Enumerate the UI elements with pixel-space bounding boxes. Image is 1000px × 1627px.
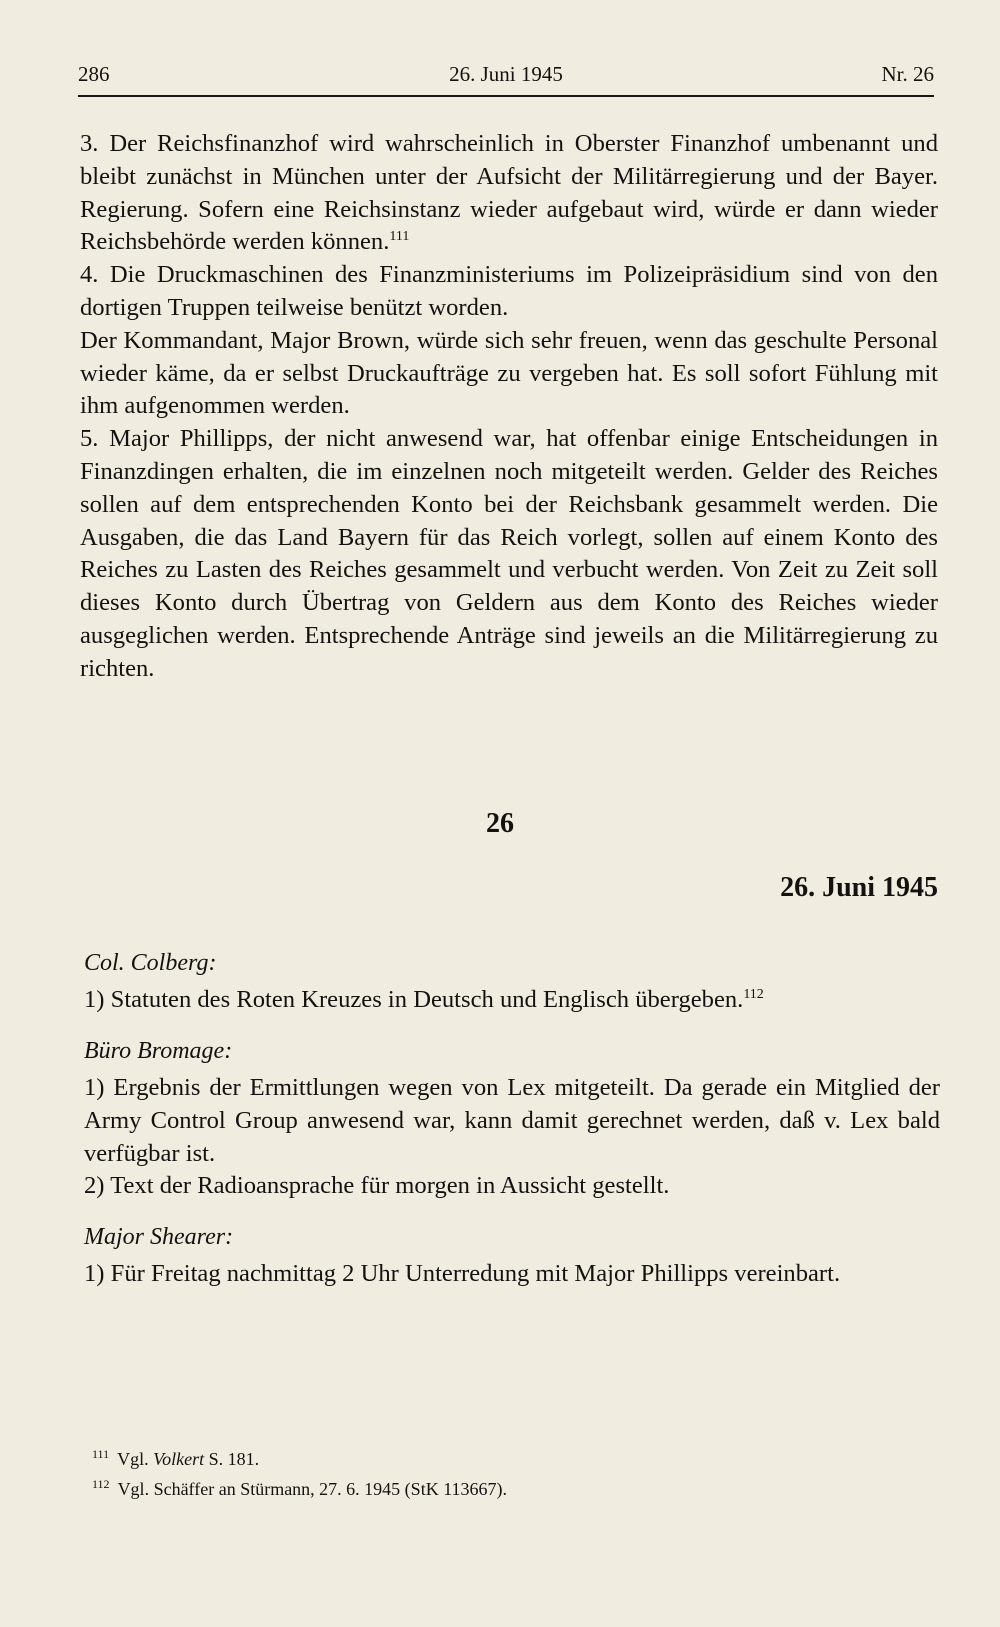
footnote-text: Vgl.	[117, 1449, 154, 1469]
speaker-bromage: Büro Bromage:	[84, 1038, 233, 1064]
header-rule	[78, 95, 934, 97]
footnote-italic: Volkert	[153, 1449, 205, 1469]
colberg-item-1-text: 1) Statuten des Roten Kreuzes in Deutsch und Englisch übergeben.	[84, 986, 744, 1013]
paragraph-3	[80, 128, 938, 259]
footnote-text: Vgl. Schäffer an Stürmann, 27. 6. 1945 (StK 113667).	[117, 1479, 508, 1499]
speaker-shearer: Major Shearer:	[84, 1224, 234, 1250]
paragraph-4b: Der Kommandant, Major Brown, würde sich sehr freuen, wenn das geschulte Personal wieder käme, da er selbst Druckaufträge zu vergeben hat. Es soll sofort Fühlung mit ihm aufgenommen werden.	[80, 326, 938, 420]
paragraph-4: 4. Die Druckmaschinen des Finanzministeriums im Polizeipräsidium sind von den dortigen Truppen teilweise benützt worden.	[80, 261, 938, 321]
page-number: 286	[78, 62, 110, 86]
document-date: 26. Juni 1945	[780, 872, 938, 903]
footnotes	[92, 1444, 932, 1504]
header-date: 26. Juni 1945	[449, 62, 563, 86]
footnote-112	[92, 1474, 932, 1504]
document-number: 26	[486, 808, 514, 839]
document-reference: Nr. 26	[881, 62, 934, 86]
speaker-colberg: Col. Colberg:	[84, 950, 217, 976]
footnote-text-end: S. 181.	[204, 1449, 260, 1469]
footnote-number: 111	[92, 1447, 110, 1461]
bromage-item-2: 2) Text der Radioansprache für morgen in Aussicht gestellt.	[84, 1172, 670, 1200]
footnote-ref-111: 111	[389, 229, 410, 245]
page-header	[78, 62, 934, 96]
footnote-111	[92, 1444, 932, 1474]
bromage-item-1: 1) Ergebnis der Ermittlungen wegen von Lex mitgeteilt. Da gerade ein Mitglied der Army Control Group anwesend war, kann damit gerechnet werden, daß v. Lex bald verfügbar ist.	[84, 1074, 940, 1167]
colberg-item-1	[84, 984, 940, 1017]
continued-text	[80, 128, 938, 686]
footnote-ref-112: 112	[743, 986, 764, 1002]
paragraph-3-text: 3. Der Reichsfinanzhof wird wahrscheinlich in Oberster Finanzhof umbenannt und bleibt zunächst in München unter der Aufsicht der Militärregierung und der Bayer. Regierung. Sofern eine Reichsinstanz wieder aufgebaut wird, würde er dann wieder Reichsbehörde werden können.	[80, 130, 938, 256]
bromage-items	[84, 1072, 940, 1203]
shearer-item-1: 1) Für Freitag nachmittag 2 Uhr Unterredung mit Major Phillipps vereinbart.	[84, 1260, 841, 1287]
paragraph-5: 5. Major Phillipps, der nicht anwesend war, hat offenbar einige Entscheidungen in Finanzdingen erhalten, die im einzelnen noch mitgeteilt werden. Gelder des Reiches sollen auf dem entsprechenden Konto bei der Reichsbank gesammelt werden. Die Ausgaben, die das Land Bayern für das Reich vorlegt, sollen auf einem Konto des Reiches zu Lasten des Reiches gesammelt und verbucht werden. Von Zeit zu Zeit soll dieses Konto durch Übertrag von Geldern aus dem Konto des Reiches wieder ausgeglichen werden. Entsprechende Anträge sind jeweils an die Militärregierung zu richten.	[80, 425, 938, 682]
footnote-number: 112	[92, 1477, 110, 1491]
